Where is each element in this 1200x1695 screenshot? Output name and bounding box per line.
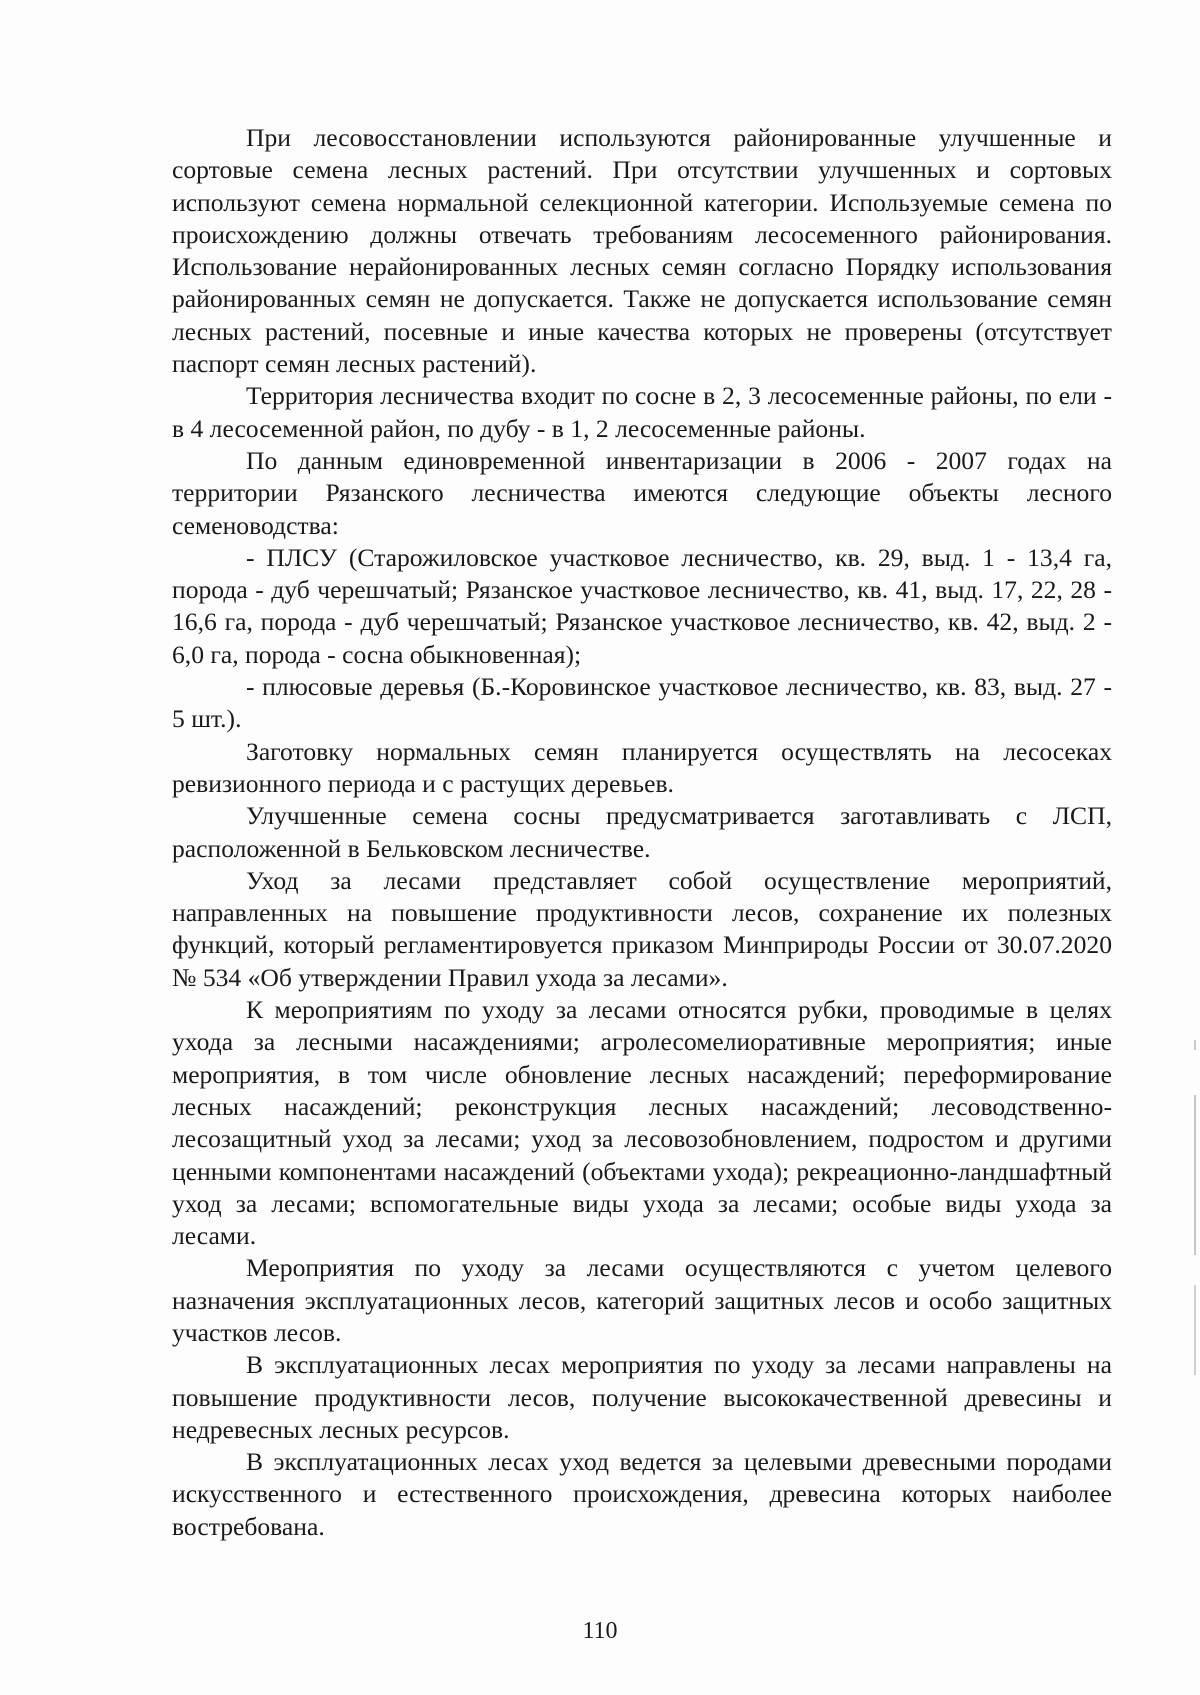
scan-artifact [1194, 1285, 1196, 1375]
body-text [172, 122, 1112, 1543]
paragraph-plsu: - ПЛСУ (Старожиловское участковое лесничество, кв. 29, выд. 1 - 13,4 га, порода - дуб черешчатый; Рязанское участковое лесничество, кв. 41, выд. 17, 22, 28 - 16,6 га, порода - дуб черешчатый; Рязанское участковое лесничество, кв. 42, выд. 2 - 6,0 га, порода - сосна обыкновенная); [172, 542, 1112, 669]
paragraph-exploitation-care: В эксплуатационных лесах мероприятия по уходу за лесами направлены на повышение продуктивности лесов, получение высококачественной древесины и недревесных лесных ресурсов. [172, 1350, 1112, 1444]
scan-artifact [1194, 1040, 1196, 1050]
paragraph-forest-care: Уход за лесами представляет собой осуществление мероприятий, направленных на повышение продуктивности лесов, сохранение их полезных функций, который регламентировуется приказом Минприроды России от 30.07.2020 № 534 «Об утверждении Правил ухода за лесами». [172, 865, 1112, 992]
page-number: 110 [582, 1618, 618, 1644]
scan-artifact [1194, 1095, 1196, 1255]
paragraph-seeds-usage: При лесовосстановлении используются районированные улучшенные и сортовые семена лесных растений. При отсутствии улучшенных и сортовых используют семена нормальной селекционной категории. Используемые семена по происхождению должны отвечать требованиям лесосеменного районирования. Использование нерайонированных лесных семян согласно Порядку использования районированных семян не допускается. Также не допускается использование семян лесных растений, посевные и иные качества которых не проверены (отсутствует паспорт семян лесных растений). [172, 123, 1112, 379]
paragraph-seed-zones: Территория лесничества входит по сосне в 2, 3 лесосеменные районы, по ели - в 4 лесосеменной район, по дубу - в 1, 2 лесосеменные районы. [172, 381, 1112, 443]
paragraph-care-measures: К мероприятиям по уходу за лесами относятся рубки, проводимые в целях ухода за лесными насаждениями; агролесомелиоративные мероприятия; иные мероприятия, в том числе обновление лесных насаждений; переформирование лесных насаждений; реконструкция лесных насаждений; лесоводственно-лесозащитный уход за лесами; уход за лесовозобновлением, подростом и другими ценными компонентами насаждений (объектами ухода); рекреационно-ландшафтный уход за лесами; вспомогательные виды ухода за лесами; особые виды ухода за лесами. [172, 995, 1112, 1251]
paragraph-improved-seeds: Улучшенные семена сосны предусматривается заготавливать с ЛСП, расположенной в Бельковском лесничестве. [172, 801, 1112, 863]
paragraph-inventory: По данным единовременной инвентаризации в 2006 - 2007 годах на территории Рязанского лесничества имеются следующие объекты лесного семеноводства: [172, 445, 1112, 540]
paragraph-exploitation-species: В эксплуатационных лесах уход ведется за целевыми древесными породами искусственного и естественного происхождения, древесина которых наиболее востребована. [172, 1447, 1112, 1541]
paragraph-plus-trees: - плюсовые деревья (Б.-Коровинское участковое лесничество, кв. 83, выд. 27 - 5 шт.). [172, 672, 1112, 734]
paragraph-normal-seeds: Заготовку нормальных семян планируется осуществлять на лесосеках ревизионного периода и с растущих деревьев. [172, 736, 1112, 798]
paragraph-care-purpose: Мероприятия по уходу за лесами осуществляются с учетом целевого назначения эксплуатационных лесов, категорий защитных лесов и особо защитных участков лесов. [172, 1253, 1112, 1347]
